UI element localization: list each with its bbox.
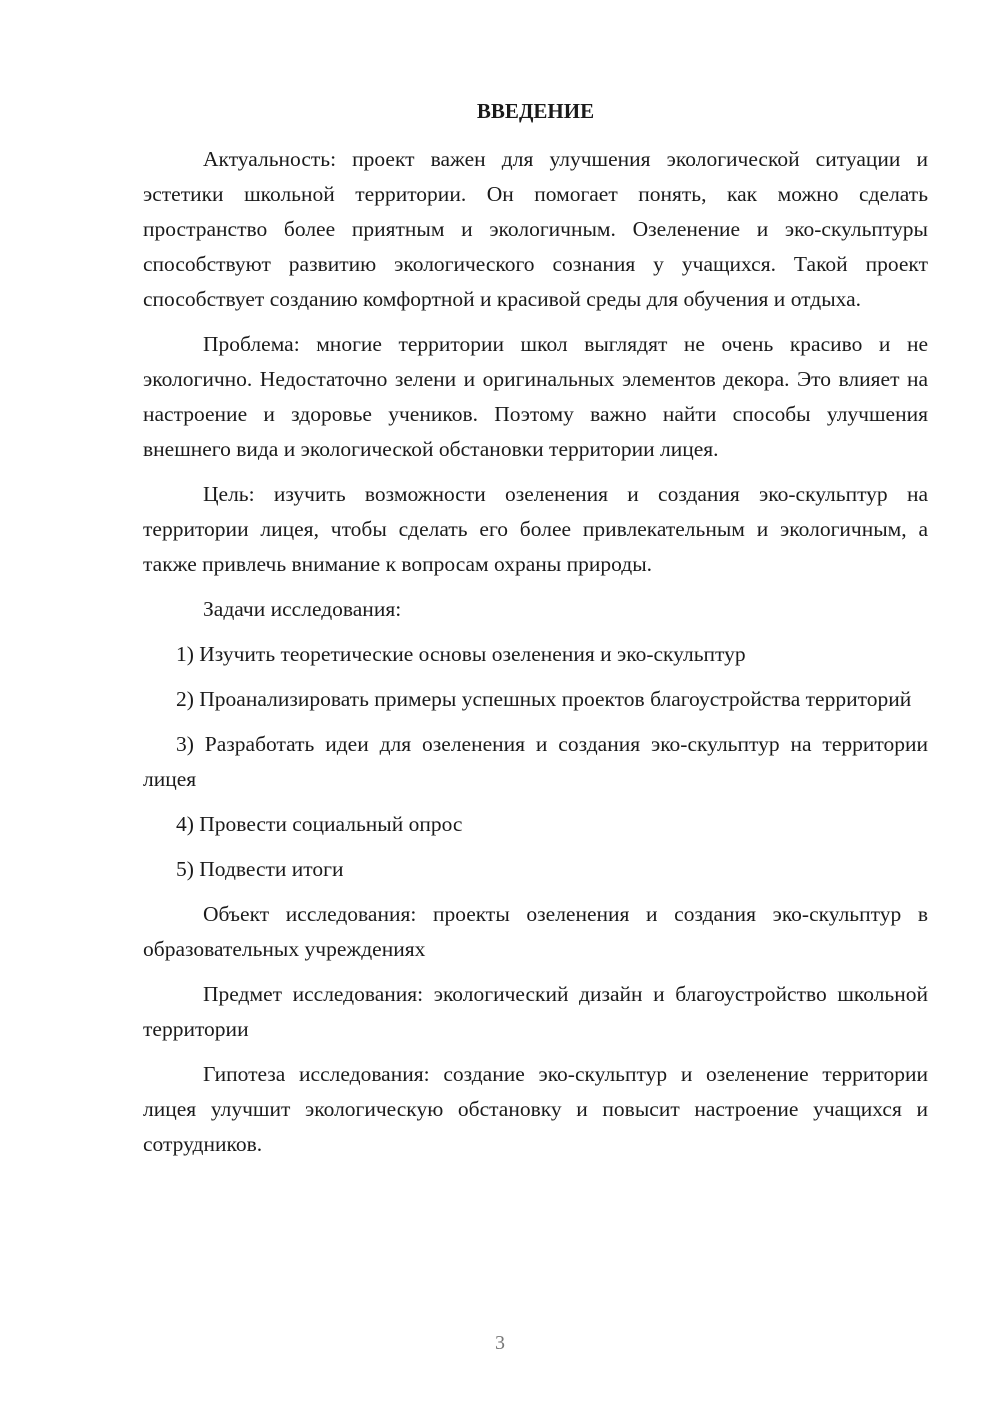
- page-number: 3: [495, 1332, 505, 1354]
- paragraph-object: Объект исследования: проекты озеленения и создания эко-скульптур в образовательных учреждениях: [143, 902, 928, 961]
- paragraph-subject: Предмет исследования: экологический дизайн и благоустройство школьной территории: [143, 982, 928, 1041]
- section-title: ВВЕДЕНИЕ: [476, 99, 595, 123]
- tasks-heading: Задачи исследования:: [203, 597, 402, 621]
- task-item: 4) Провести социальный опрос: [176, 812, 463, 836]
- paragraph-hypothesis: Гипотеза исследования: создание эко-скульптур и озеленение территории лицея улучшит экологическую обстановку и повысит настроение учащихся и сотрудников.: [143, 1062, 928, 1156]
- paragraph-problem: Проблема: многие территории школ выглядят не очень красиво и не экологично. Недостаточно зелени и оригинальных элементов декора. Это влияет на настроение и здоровье учеников. Поэтому важно найти способы улучшения внешнего вида и экологической обстановки территории лицея.: [143, 332, 928, 461]
- task-item: 3) Разработать идеи для озеленения и создания эко-скульптур на территории лицея: [143, 732, 928, 791]
- document-page: [143, 96, 928, 1172]
- task-item: 5) Подвести итоги: [176, 857, 344, 881]
- paragraph-relevance: Актуальность: проект важен для улучшения экологической ситуации и эстетики школьной территории. Он помогает понять, как можно сделать пространство более приятным и экологичным. Озеленение и эко-скульптуры способствуют развитию экологического сознания у учащихся. Такой проект способствует созданию комфортной и красивой среды для обучения и отдыха.: [143, 147, 928, 311]
- paragraph-goal: Цель: изучить возможности озеленения и создания эко-скульптур на территории лицея, чтобы сделать его более привлекательным и экологичным, а также привлечь внимание к вопросам охраны природы.: [143, 482, 928, 576]
- task-item: 2) Проанализировать примеры успешных проектов благоустройства территорий: [176, 687, 912, 711]
- task-item: 1) Изучить теоретические основы озеленения и эко-скульптур: [176, 642, 746, 666]
